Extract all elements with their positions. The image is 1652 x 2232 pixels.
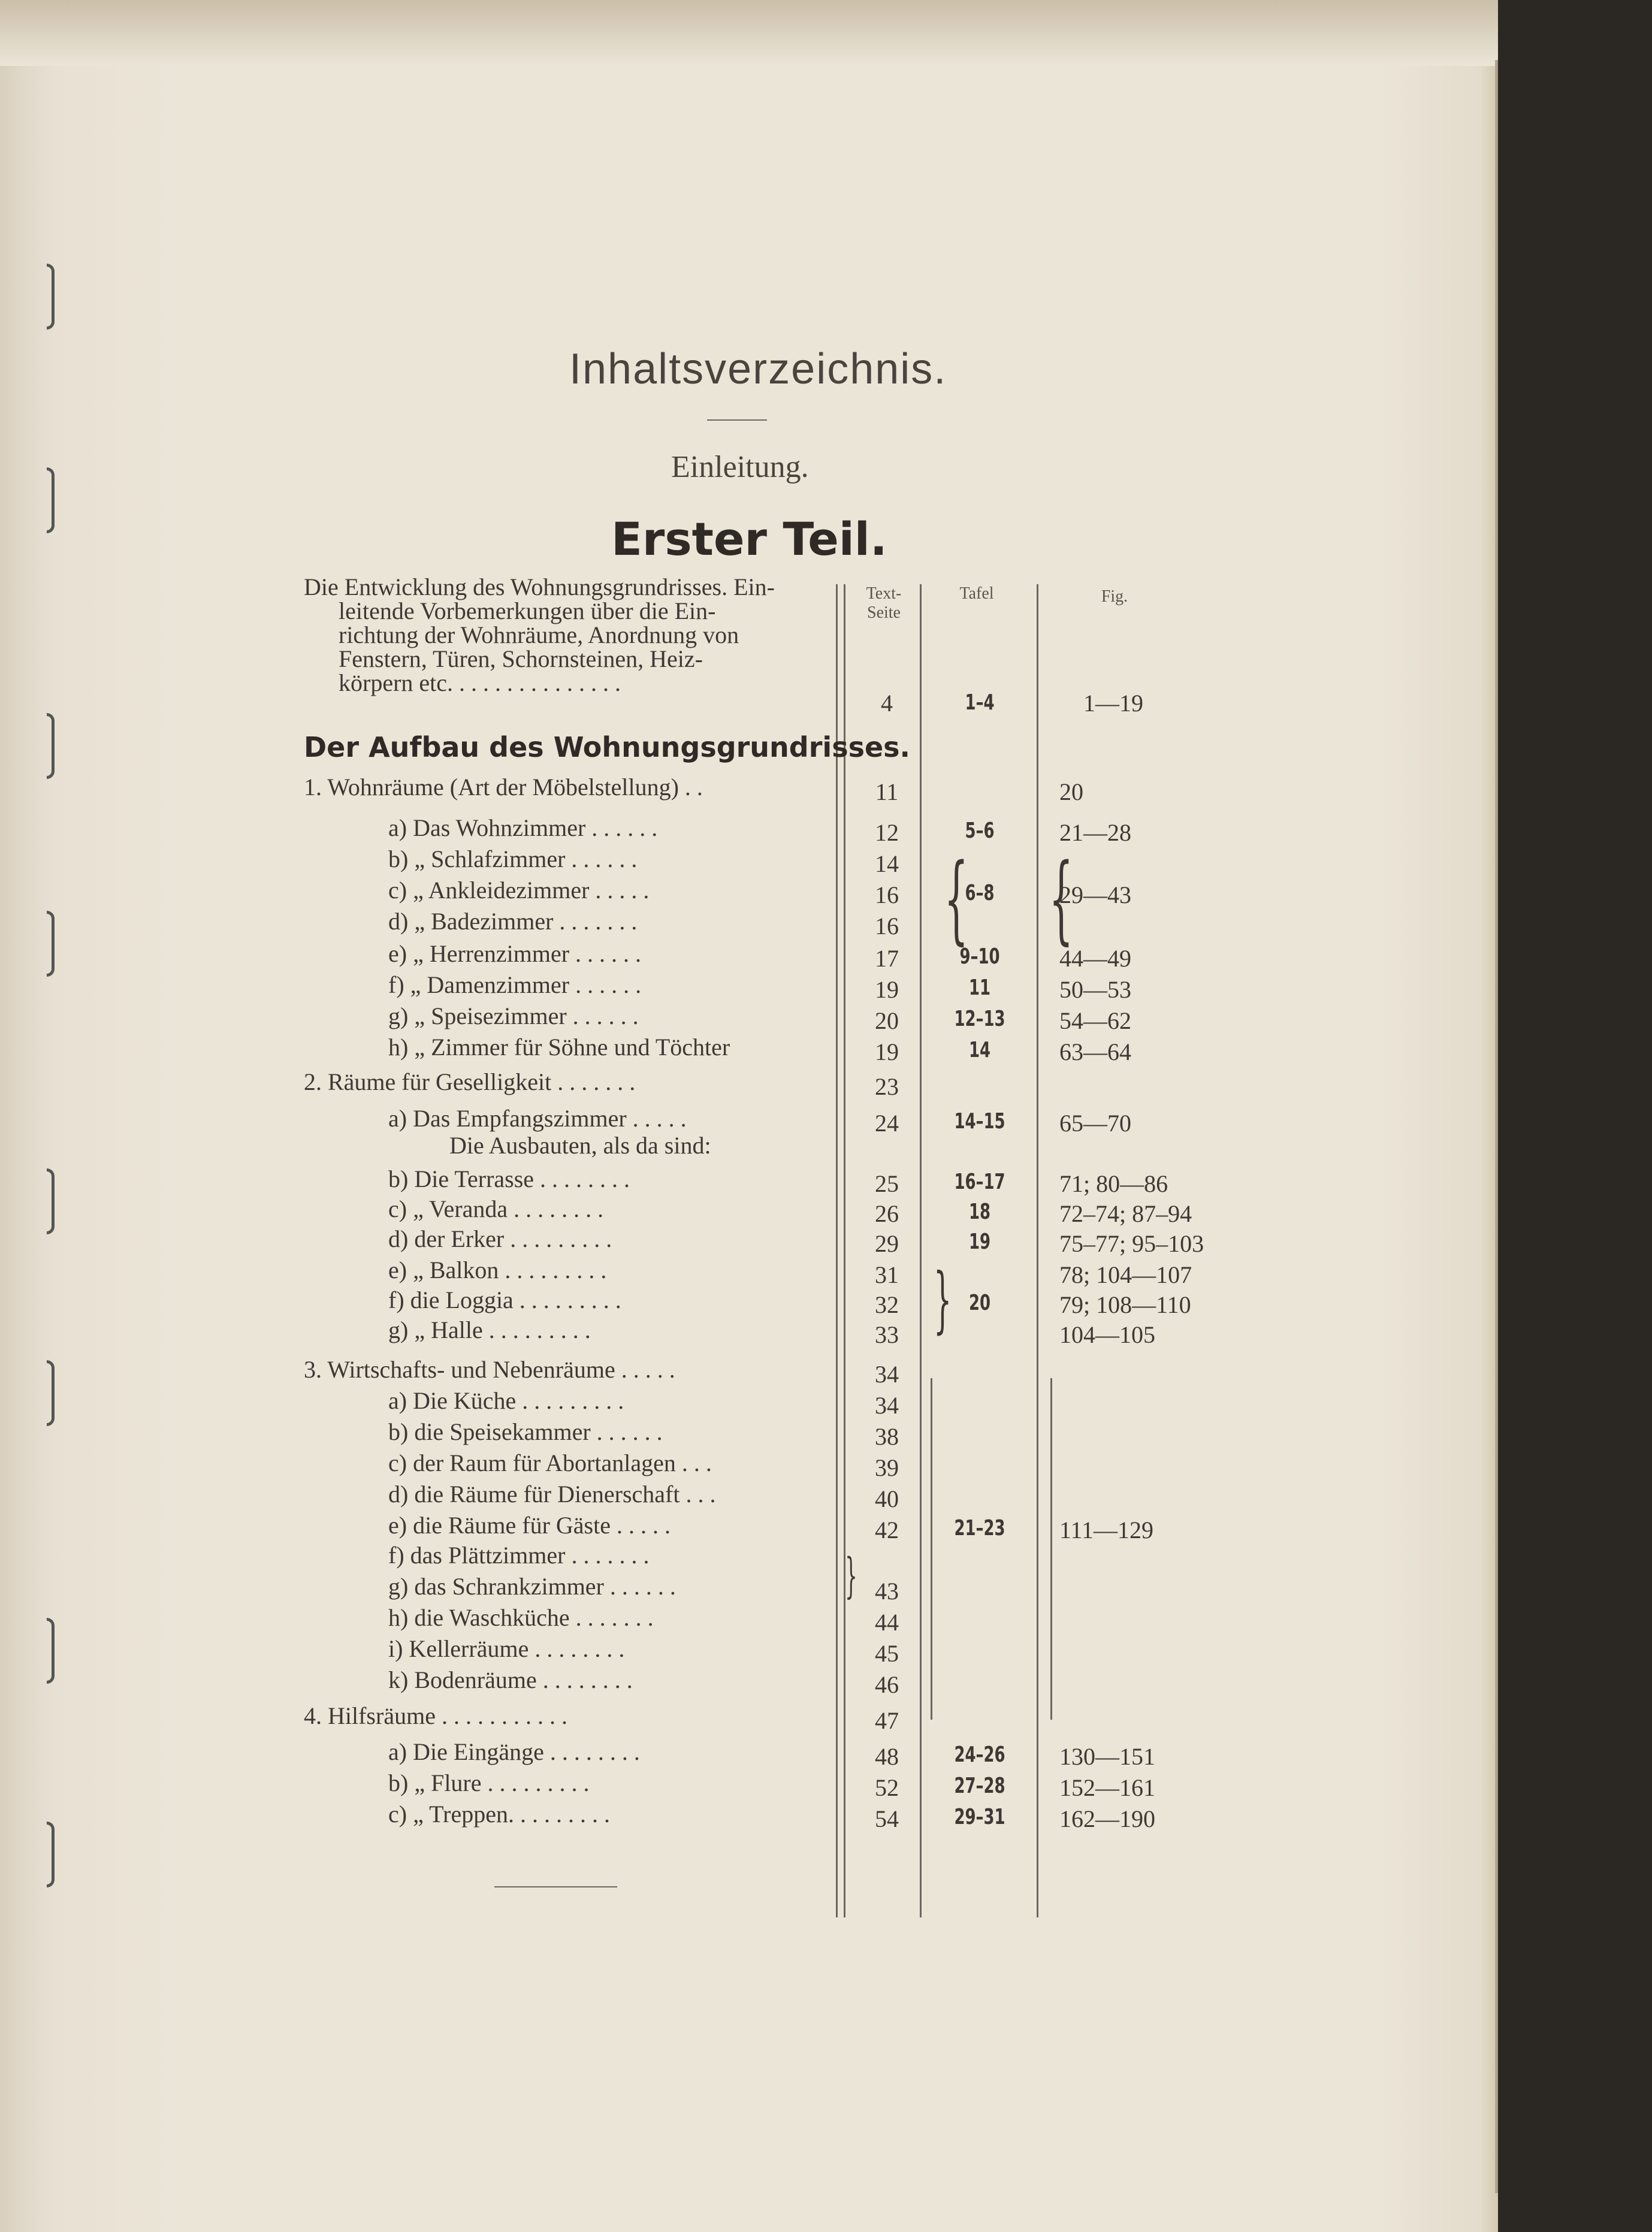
row-fig: 21—28: [1059, 819, 1131, 846]
seite-brace: }: [845, 1548, 857, 1603]
row-text: b) die Speisekammer . . . . . .: [388, 1418, 663, 1445]
row-fig: 29—43: [1059, 881, 1131, 908]
row-tafel: 5–6: [965, 818, 995, 843]
row-tafel: 21–23: [954, 1516, 1005, 1541]
row-text: f) „ Damenzimmer . . . . . .: [388, 971, 642, 998]
row-seite: 45: [875, 1640, 899, 1667]
row-tafel: 29–31: [954, 1805, 1005, 1829]
fig-brace: {: [1049, 842, 1074, 955]
intro-heading: Einleitung.: [671, 450, 809, 484]
row-seite: 40: [875, 1485, 899, 1512]
row-tafel: 6–8: [965, 881, 995, 905]
row-seite: 19: [875, 1038, 899, 1065]
row-seite: 11: [875, 778, 899, 805]
row-seite: 43: [875, 1578, 899, 1605]
row-seite: 52: [875, 1774, 899, 1801]
tafel-brace: {: [944, 842, 969, 955]
row-seite: 12: [875, 819, 899, 846]
row-seite: 16: [875, 913, 899, 940]
row-text: a) Das Wohnzimmer . . . . . .: [388, 814, 658, 841]
header-text-seite: [851, 584, 917, 623]
row-fig: 20: [1059, 778, 1083, 805]
row-seite: 25: [875, 1170, 899, 1197]
row-text: g) „ Speisezimmer . . . . . .: [388, 1002, 639, 1029]
column-rule: [1037, 584, 1038, 1917]
row-tafel: 16–17: [954, 1170, 1005, 1194]
row-seite: 16: [875, 881, 899, 908]
row-fig: 104—105: [1059, 1321, 1155, 1348]
row-text: a) Die Küche . . . . . . . . .: [388, 1387, 624, 1414]
binding-stitch: [47, 1618, 55, 1684]
binding-stitch: [47, 713, 55, 779]
row-fig: 75–77; 95–103: [1059, 1230, 1204, 1257]
row-fig: 111—129: [1059, 1517, 1154, 1544]
row-tafel: 9–10: [959, 944, 1000, 969]
row-seite: 20: [875, 1007, 899, 1034]
row-seite: 39: [875, 1454, 899, 1481]
binding-stitch: [47, 1822, 55, 1887]
header-fig: Fig.: [1101, 587, 1128, 606]
row-text: k) Bodenräume . . . . . . . .: [388, 1666, 633, 1693]
page-top-edge: [0, 0, 1498, 66]
row-fig: 130—151: [1059, 1743, 1155, 1770]
row-seite: 48: [875, 1743, 899, 1770]
intro-line: leitende Vorbemerkungen über die Ein-: [339, 597, 716, 624]
tafel-brace: }: [933, 1258, 952, 1342]
row-fig: 78; 104—107: [1059, 1261, 1192, 1288]
row-text: c) „ Veranda . . . . . . . .: [388, 1195, 604, 1222]
row-tafel: 14–15: [954, 1109, 1005, 1134]
row-text: c) der Raum für Abortanlagen . . .: [388, 1449, 712, 1476]
column-rule: [836, 584, 838, 1917]
row-tafel: 19: [968, 1230, 991, 1254]
row-text: d) „ Badezimmer . . . . . . .: [388, 908, 638, 935]
row-seite: 38: [875, 1423, 899, 1450]
row-fig: 63—64: [1059, 1038, 1131, 1065]
row-fig: 65—70: [1059, 1110, 1131, 1137]
intro-line: richtung der Wohnräume, Anordnung von: [339, 621, 739, 648]
intro-tafel: 1–4: [965, 690, 995, 715]
row-text: e) „ Herrenzimmer . . . . . .: [388, 940, 642, 967]
row-seite: 24: [875, 1110, 899, 1137]
row-seite: 54: [875, 1805, 899, 1832]
row-text: 2. Räume für Geselligkeit . . . . . . .: [304, 1068, 636, 1095]
row-text: a) Die Eingänge . . . . . . . .: [388, 1738, 640, 1765]
row-text: g) das Schrankzimmer . . . . . .: [388, 1573, 676, 1600]
row-tafel: 14: [968, 1038, 991, 1062]
row-fig: 72–74; 87–94: [1059, 1200, 1192, 1227]
header-text-seite-line2: Seite: [867, 603, 901, 622]
intro-seite: 4: [881, 690, 893, 717]
binding-stitch: [47, 1168, 55, 1234]
row-text: d) die Räume für Dienerschaft . . .: [388, 1481, 716, 1508]
binding-stitch: [47, 264, 55, 330]
column-rule: [844, 584, 845, 1917]
row-seite: 46: [875, 1671, 899, 1698]
row-text: d) der Erker . . . . . . . . .: [388, 1225, 612, 1252]
end-rule: [494, 1886, 617, 1887]
row-seite: 34: [875, 1361, 899, 1388]
row-seite: 26: [875, 1200, 899, 1227]
background-edge: [1498, 0, 1652, 2232]
row-fig: 50—53: [1059, 976, 1131, 1003]
row-text: b) „ Schlafzimmer . . . . . .: [388, 845, 638, 872]
row-seite: 23: [875, 1073, 899, 1100]
row-text: h) die Waschküche . . . . . . .: [388, 1604, 654, 1631]
row-tafel: 11: [968, 975, 991, 1000]
row-text: b) Die Terrasse . . . . . . . .: [388, 1165, 630, 1192]
intro-line: Fenstern, Türen, Schornsteinen, Heiz-: [339, 645, 703, 672]
row-tafel: 27–28: [954, 1774, 1005, 1798]
intro-fig: 1—19: [1083, 690, 1143, 717]
row-text: e) „ Balkon . . . . . . . . .: [388, 1257, 607, 1283]
row-fig: 79; 108—110: [1059, 1291, 1191, 1318]
row-tafel: 18: [968, 1200, 991, 1224]
row-text: i) Kellerräume . . . . . . . .: [388, 1635, 625, 1662]
row-text: 4. Hilfsräume . . . . . . . . . . .: [304, 1702, 567, 1729]
row-tafel: 20: [968, 1291, 991, 1315]
row-fig: 44—49: [1059, 945, 1131, 972]
row-seite: 14: [875, 850, 899, 877]
intro-line: Die Entwicklung des Wohnungsgrundrisses. Ein-: [304, 573, 775, 600]
row-seite: 34: [875, 1392, 899, 1419]
row-fig: 152—161: [1059, 1774, 1155, 1801]
row-fig: 162—190: [1059, 1805, 1155, 1832]
title-rule: [707, 419, 767, 421]
row-text: g) „ Halle . . . . . . . . .: [388, 1316, 591, 1343]
fig-bracket: [1050, 1378, 1052, 1720]
row-seite: 31: [875, 1261, 899, 1288]
row-seite: 29: [875, 1230, 899, 1257]
page-title: Inhaltsverzeichnis.: [569, 345, 947, 393]
row-text: h) „ Zimmer für Söhne und Töchter: [388, 1034, 730, 1061]
row-text: 3. Wirtschafts- und Nebenräume . . . . .: [304, 1356, 675, 1383]
intro-line: körpern etc. . . . . . . . . . . . . . .: [339, 669, 621, 696]
row-seite: 32: [875, 1291, 899, 1318]
row-seite: 33: [875, 1321, 899, 1348]
row-text: Die Ausbauten, als da sind:: [449, 1132, 711, 1159]
row-fig: 54—62: [1059, 1007, 1131, 1034]
binding-stitch: [47, 467, 55, 533]
header-tafel: Tafel: [959, 584, 994, 603]
row-seite: 17: [875, 945, 899, 972]
section-heading: Der Aufbau des Wohnungsgrundrisses.: [304, 731, 910, 763]
row-text: c) „ Ankleidezimmer . . . . .: [388, 877, 650, 904]
row-text: a) Das Empfangszimmer . . . . .: [388, 1105, 687, 1132]
column-rule: [920, 584, 922, 1917]
row-text: f) das Plättzimmer . . . . . . .: [388, 1542, 650, 1569]
row-seite: 42: [875, 1517, 899, 1544]
binding-stitch: [47, 911, 55, 977]
tafel-bracket: [931, 1378, 932, 1720]
row-seite: 47: [875, 1707, 899, 1734]
intro-paragraph: [304, 575, 775, 695]
row-text: b) „ Flure . . . . . . . . .: [388, 1769, 590, 1796]
row-text: 1. Wohnräume (Art der Möbelstellung) . .: [304, 774, 703, 801]
row-tafel: 12–13: [954, 1007, 1005, 1031]
binding-stitch: [47, 1360, 55, 1426]
row-seite: 19: [875, 976, 899, 1003]
row-tafel: 24–26: [954, 1742, 1005, 1767]
row-text: c) „ Treppen. . . . . . . . .: [388, 1801, 610, 1828]
row-fig: 71; 80—86: [1059, 1170, 1168, 1197]
part-heading: Erster Teil.: [611, 512, 887, 566]
row-text: e) die Räume für Gäste . . . . .: [388, 1512, 671, 1539]
header-text-seite-line1: Text-: [866, 584, 902, 603]
row-text: f) die Loggia . . . . . . . . .: [388, 1286, 621, 1313]
row-seite: 44: [875, 1609, 899, 1636]
